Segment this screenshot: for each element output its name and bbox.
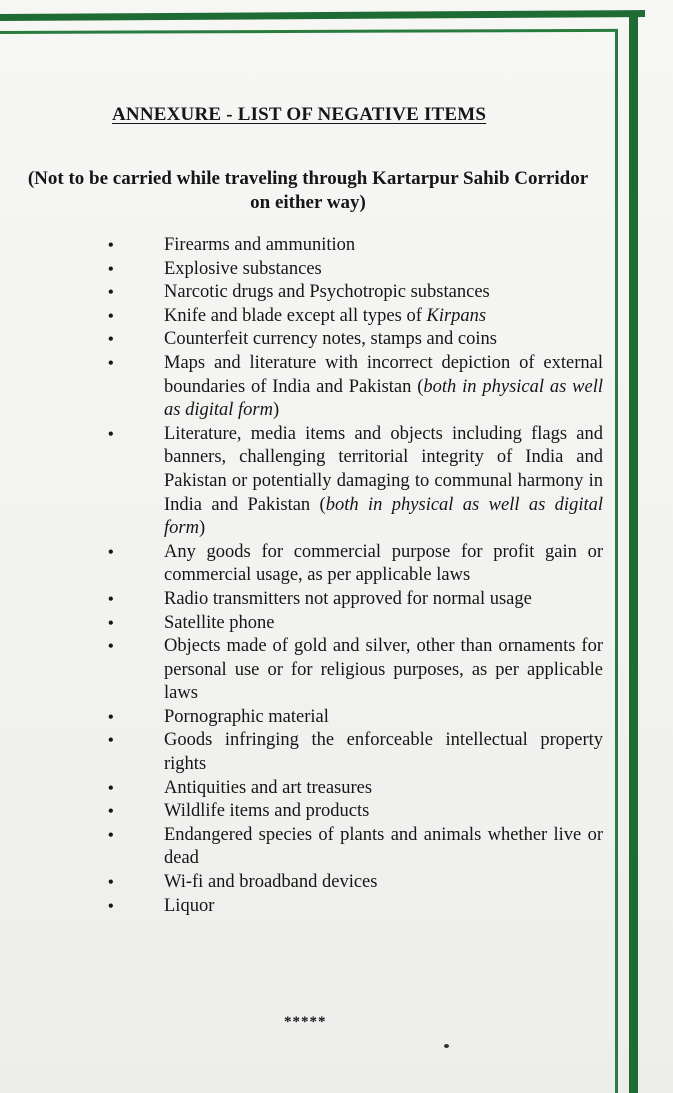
list-item-closing-text: ) [198,518,206,539]
bullet-icon: • [108,614,114,632]
list-item [108,258,603,282]
list-item-text: Literature, media items and objects including flags and banners, challenging territorial integrity of India and Pakistan or potentially damaging to communal harmony in India and Pakistan ( [164,423,603,515]
page-border-right [629,14,638,1093]
list-item [108,635,603,706]
list-item-text: Firearms and ammunition [164,235,356,255]
list-item-text: Knife and blade except all types of [164,305,427,326]
list-item [108,612,603,636]
list-item-closing-text: ) [272,400,280,421]
document-subtitle [12,167,604,215]
bullet-icon: • [108,237,114,254]
bullet-icon: • [108,354,114,372]
bullet-icon: • [108,543,114,561]
list-item-text: Radio transmitters not approved for normal usage [164,588,532,609]
list-item-italic-text: both in physical as well as digital form [164,376,603,421]
list-item-italic-text: both in physical as well as digital form [164,494,603,539]
list-item-text: Pornographic material [164,706,329,727]
bullet-icon: • [108,897,114,915]
list-item-italic-text: Kirpans [426,305,487,326]
list-item-text: Wi-fi and broadband devices [164,872,378,893]
list-item [108,281,603,305]
bullet-icon: • [108,779,114,797]
page-inner-border-top [0,29,618,34]
list-item [108,824,603,871]
subtitle-line-2: on either way) [250,192,366,213]
list-item [108,352,603,423]
list-item [108,706,603,730]
list-item-text: Goods infringing the enforceable intellectual property rights [164,730,603,775]
list-item [108,541,603,588]
list-item-text: Explosive substances [164,258,322,279]
list-item [108,588,603,612]
bullet-icon: • [108,708,114,726]
subtitle-line-1: (Not to be carried while traveling through Kartarpur Sahib Corridor [27,168,589,189]
bullet-icon: • [108,284,114,302]
list-item [108,729,603,776]
page-border-top [0,10,645,21]
list-item [108,895,603,919]
document-title: ANNEXURE - LIST OF NEGATIVE ITEMS [112,104,487,125]
ink-speck [444,1044,449,1048]
page-inner-border-right [615,31,618,1093]
list-item-text: Satellite phone [164,612,275,633]
list-item-text: Objects made of gold and silver, other than ornaments for personal use or for religious purposes, as per applicable laws [164,636,603,704]
list-item [108,234,603,258]
bullet-icon: • [108,590,114,608]
list-item-text: Wildlife items and products [164,801,370,822]
bullet-icon: • [108,874,114,892]
list-item [108,800,603,824]
bullet-icon: • [108,732,114,750]
list-item-text: Antiquities and art treasures [164,777,373,798]
list-item-text: Liquor [164,895,215,916]
bullet-icon: • [108,307,114,325]
list-item-text: Narcotic drugs and Psychotropic substances [164,282,490,303]
bullet-icon: • [108,638,114,656]
bullet-icon: • [108,331,114,349]
list-item [108,423,603,541]
list-item [108,328,603,352]
list-item-text: Endangered species of plants and animals whether live or dead [164,824,603,869]
end-mark: ***** [284,1014,327,1030]
bullet-icon: • [108,826,114,844]
bullet-icon: • [108,260,114,278]
list-item [108,871,603,895]
bullet-icon: • [108,425,114,443]
list-item-text: Maps and literature with incorrect depiction of external boundaries of India and Pakistan ( [164,352,603,397]
list-item [108,305,603,329]
negative-items-list [108,234,603,918]
list-item [108,777,603,801]
list-item-text: Any goods for commercial purpose for profit gain or commercial usage, as per applicable laws [164,541,603,586]
list-item-text: Counterfeit currency notes, stamps and coins [164,329,497,350]
bullet-icon: • [108,803,114,821]
